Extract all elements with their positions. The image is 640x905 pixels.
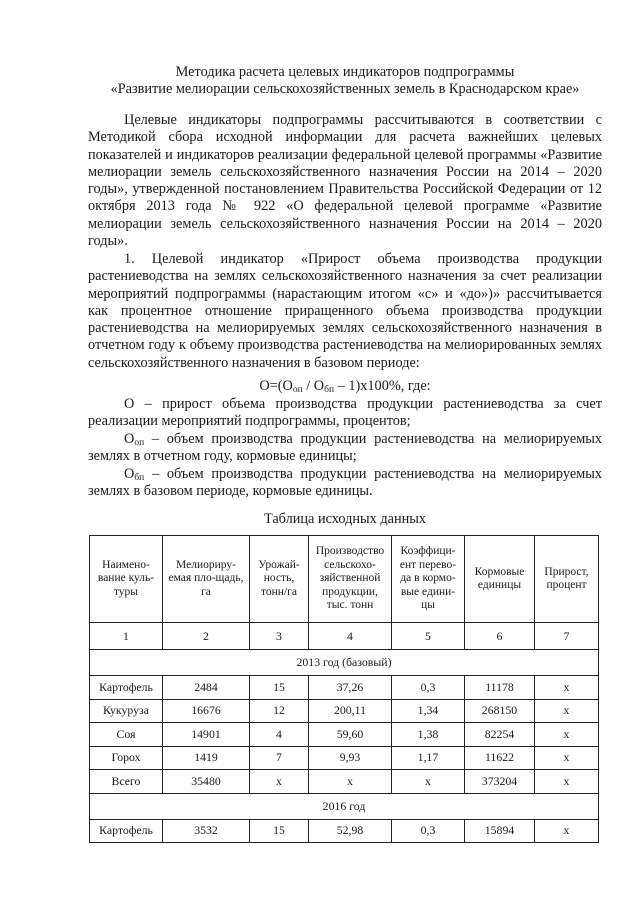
section-label-2016: 2016 год <box>90 793 599 819</box>
cell-crop: Кукуруза <box>90 699 163 723</box>
column-number: 4 <box>309 623 392 650</box>
definition-oop: $О_{оп}$ – объем производства продукции растениеводства на мелиорируемых землях в отчетном году, кормовые единицы; <box>88 431 602 465</box>
col-header-yield: Урожай-ность, тонн/га <box>250 536 309 623</box>
table-row <box>90 746 599 770</box>
column-number: 7 <box>535 623 599 650</box>
cell-feed-units: 82254 <box>465 723 535 747</box>
cell-yield: 15 <box>250 676 309 700</box>
col-header-coefficient: Коэффици-ент перево-да в кормо-вые едини-цы <box>392 536 465 623</box>
definition-obp: $О_{бп}$ – объем производства продукции растениеводства на мелиорируемых землях в базовом периоде, кормовые единицы. <box>88 466 602 500</box>
cell-area: 16676 <box>163 699 250 723</box>
cell-coefficient: 0,3 <box>392 676 465 700</box>
cell-yield: 12 <box>250 699 309 723</box>
source-data-table <box>89 535 599 843</box>
cell-feed-units: 373204 <box>465 770 535 794</box>
definition-o: О – прирост объема производства продукции растениеводства за счет реализации мероприятий подпрограммы, процентов; <box>88 396 602 430</box>
cell-crop: Всего <box>90 770 163 794</box>
cell-production: 52,98 <box>309 819 392 843</box>
column-number: 2 <box>163 623 250 650</box>
cell-growth: х <box>535 746 599 770</box>
col-header-feed-units: Кормовые единицы <box>465 536 535 623</box>
section-row-2013 <box>90 650 599 676</box>
cell-crop: Картофель <box>90 819 163 843</box>
cell-area: 14901 <box>163 723 250 747</box>
intro-paragraph: Целевые индикаторы подпрограммы рассчитываются в соответствии с Методикой сбора исходной информации для расчета важнейших целевых показателей и индикаторов реализации федеральной целевой программы «Развитие мелиорации земель сельскохозяйственного назначения России на 2014 – 2020 годы», утвержденной постановлением Правительства Российской Федерации от 12 октября 2013 года № 922 «О федеральной целевой программе «Развитие мелиорации земель сельскохозяйственного назначения России на 2014 – 2020 годы». <box>88 112 602 250</box>
cell-yield: 15 <box>250 819 309 843</box>
cell-crop: Картофель <box>90 676 163 700</box>
cell-coefficient: 1,17 <box>392 746 465 770</box>
cell-growth: х <box>535 770 599 794</box>
cell-growth: х <box>535 723 599 747</box>
cell-yield: 4 <box>250 723 309 747</box>
item1-paragraph: 1. Целевой индикатор «Прирост объема производства продукции растениеводства на землях сельскохозяйственного назначения за счет реализации мероприятий подпрограммы (нарастающим итогом «с» и «до»)» рассчитывается как процентное отношение приращенного объема производства продукции растениеводства на мелиорируемых землях сельскохозяйственного назначения в отчетном году к объему производства растениеводства на мелиорированных землях сельскохозяйственного назначения в базовом периоде: <box>88 251 602 371</box>
cell-growth: х <box>535 676 599 700</box>
cell-production: 37,26 <box>309 676 392 700</box>
col-header-production: Производство сельскохо-зяйственной продукции, тыс. тонн <box>309 536 392 623</box>
cell-coefficient: 0,3 <box>392 819 465 843</box>
column-number: 6 <box>465 623 535 650</box>
table-row <box>90 723 599 747</box>
cell-growth: х <box>535 699 599 723</box>
col-header-growth: Прирост, процент <box>535 536 599 623</box>
cell-growth: х <box>535 819 599 843</box>
cell-yield: х <box>250 770 309 794</box>
cell-feed-units: 11178 <box>465 676 535 700</box>
cell-area: 35480 <box>163 770 250 794</box>
cell-yield: 7 <box>250 746 309 770</box>
cell-area: 2484 <box>163 676 250 700</box>
cell-coefficient: 1,34 <box>392 699 465 723</box>
section-row-2016 <box>90 793 599 819</box>
column-number: 3 <box>250 623 309 650</box>
cell-crop: Горох <box>90 746 163 770</box>
table-row <box>90 819 599 843</box>
column-number: 1 <box>90 623 163 650</box>
col-header-area: Мелиориру-емая пло-щадь, га <box>163 536 250 623</box>
cell-area: 3532 <box>163 819 250 843</box>
cell-area: 1419 <box>163 746 250 770</box>
cell-coefficient: 1,38 <box>392 723 465 747</box>
section-label-2013: 2013 год (базовый) <box>90 650 599 676</box>
table-header-row <box>90 536 599 623</box>
table-row <box>90 676 599 700</box>
document-title-line2: «Развитие мелиорации сельскохозяйственных земель в Краснодарском крае» <box>110 81 580 97</box>
table-row <box>90 699 599 723</box>
cell-feed-units: 268150 <box>465 699 535 723</box>
cell-coefficient: х <box>392 770 465 794</box>
cell-production: 9,93 <box>309 746 392 770</box>
column-number: 5 <box>392 623 465 650</box>
cell-production: х <box>309 770 392 794</box>
cell-crop: Соя <box>90 723 163 747</box>
cell-feed-units: 11622 <box>465 746 535 770</box>
cell-production: 59,60 <box>309 723 392 747</box>
table-row-total <box>90 770 599 794</box>
col-header-crop: Наимено-вание куль-туры <box>90 536 163 623</box>
formula: $О=(О_{оп} / О_{бп} - 1)х100\%$, где: <box>259 378 431 395</box>
document-title-line1: Методика расчета целевых индикаторов подпрограммы <box>175 64 515 80</box>
column-number-row <box>90 623 599 650</box>
cell-production: 200,11 <box>309 699 392 723</box>
cell-feed-units: 15894 <box>465 819 535 843</box>
table-caption: Таблица исходных данных <box>263 511 427 527</box>
